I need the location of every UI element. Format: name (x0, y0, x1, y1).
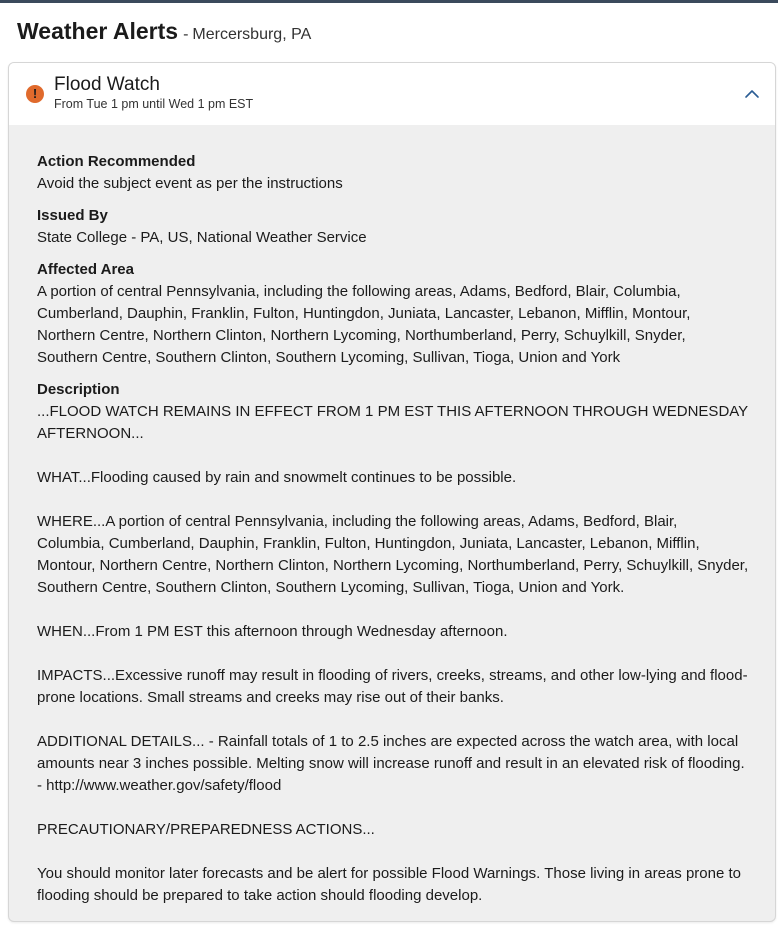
issued-by-value: State College - PA, US, National Weather Service (37, 229, 367, 246)
description-text (37, 401, 749, 907)
description-paragraph: WHAT...Flooding caused by rain and snowmelt continues to be possible. (37, 469, 517, 486)
alert-card-header[interactable] (9, 63, 775, 125)
window-top-border (0, 0, 778, 3)
exclamation-circle-icon: ! (26, 85, 44, 103)
alert-title: Flood Watch (54, 74, 160, 95)
description-paragraph: ADDITIONAL DETAILS... - Rainfall totals of 1 to 2.5 inches are expected across the watch area, with local amounts near 3 inches possible. Melting snow will increase runoff and result in an elevated risk of flooding. - http://www.weather.gov/safety/flood (37, 733, 745, 794)
issued-by-label: Issued By (37, 207, 108, 224)
action-recommended-label: Action Recommended (37, 153, 196, 170)
alert-details (37, 151, 749, 907)
alert-card (8, 62, 776, 922)
description-paragraph: You should monitor later forecasts and be alert for possible Flood Warnings. Those living in areas prone to flooding should be prepared to take action should flooding develop. (37, 865, 742, 904)
description-paragraph: PRECAUTIONARY/PREPAREDNESS ACTIONS... (37, 821, 375, 838)
alert-time-range: From Tue 1 pm until Wed 1 pm EST (54, 97, 254, 111)
location-label: Mercersburg, PA (192, 26, 312, 43)
action-recommended-value: Avoid the subject event as per the instructions (37, 175, 343, 192)
chevron-up-icon (744, 89, 760, 99)
title-separator: - (183, 26, 189, 43)
affected-area-label: Affected Area (37, 261, 134, 278)
description-paragraph: ...FLOOD WATCH REMAINS IN EFFECT FROM 1 PM EST THIS AFTERNOON THROUGH WEDNESDAY AFTERNOON... (37, 403, 748, 442)
page-title: Weather Alerts (17, 18, 179, 44)
description-paragraph: IMPACTS...Excessive runoff may result in flooding of rivers, creeks, streams, and other low-lying and flood-prone locations. Small streams and creeks may rise out of their banks. (37, 667, 748, 706)
description-paragraph: WHEN...From 1 PM EST this afternoon through Wednesday afternoon. (37, 623, 508, 640)
affected-area-value: A portion of central Pennsylvania, including the following areas, Adams, Bedford, Blair, Columbia, Cumberland, Dauphin, Franklin, Fulton, Huntingdon, Juniata, Lancaster, Lebanon, Mifflin, Montour, Northern Centre, Northern Clinton, Northern Lycoming, Northumberland, Perry, Schuylkill, Snyder, Southern Centre, Southern Clinton, Southern Lycoming, Sullivan, Tioga, Union and York (37, 283, 691, 366)
page-header (17, 18, 311, 45)
collapse-button[interactable] (741, 83, 763, 105)
description-paragraph: WHERE...A portion of central Pennsylvania, including the following areas, Adams, Bedford, Blair, Columbia, Cumberland, Dauphin, Franklin, Fulton, Huntingdon, Juniata, Lancaster, Lebanon, Mifflin, Montour, Northern Centre, Northern Clinton, Northern Lycoming, Northumberland, Perry, Schuylkill, Snyder, Southern Centre, Southern Clinton, Southern Lycoming, Sullivan, Tioga, Union and York. (37, 513, 749, 596)
description-label: Description (37, 381, 120, 398)
